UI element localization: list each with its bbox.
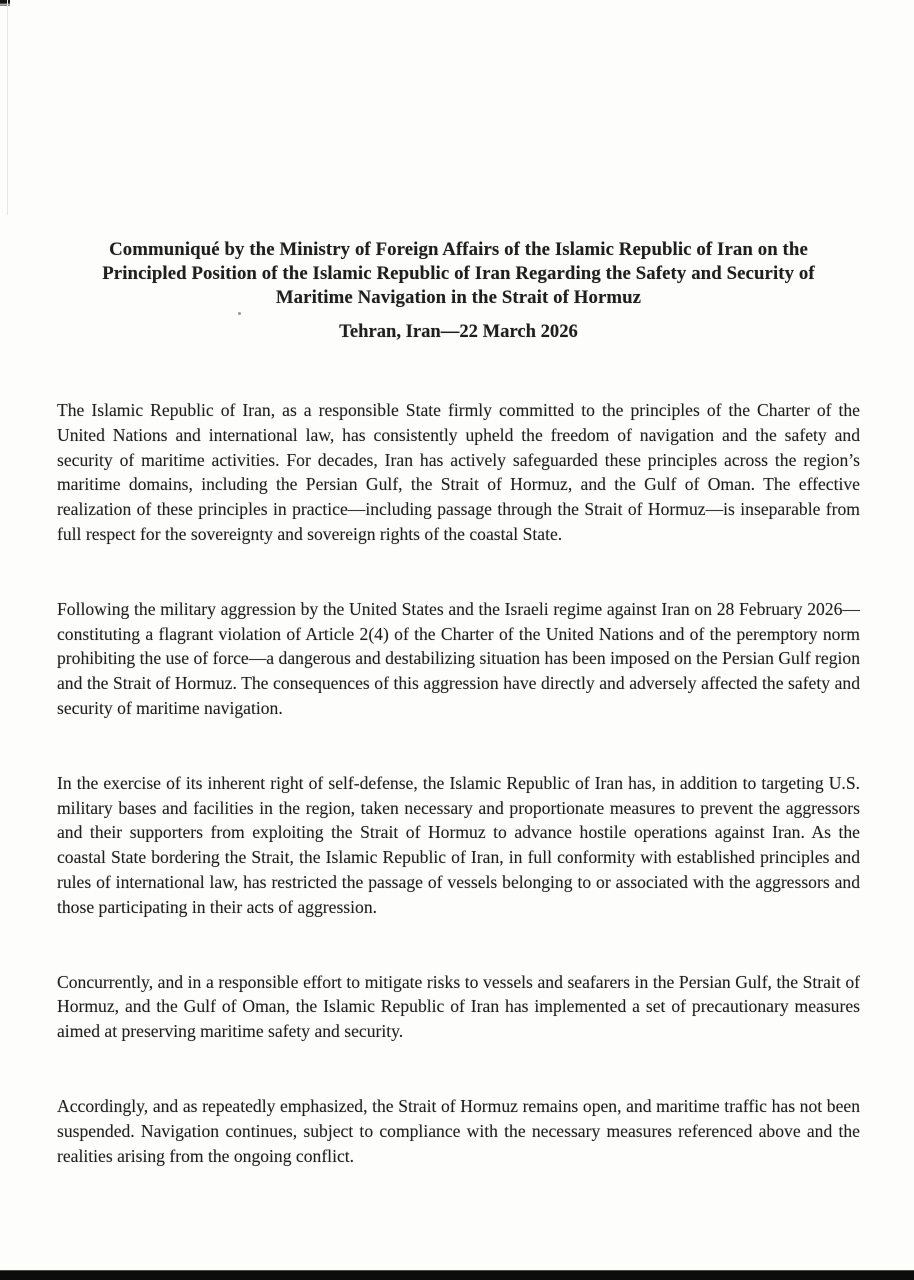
paragraph-1: The Islamic Republic of Iran, as a responsible State firmly committed to the principles of the Charter of the United Nations and international law, has consistently upheld the freedom of navigation and the safety and security of maritime activities. For decades, Iran has actively safeguarded these principles across the region’s maritime domains, including the Persian Gulf, the Strait of Hormuz, and the Gulf of Oman. The effective realization of these principles in practice—including passage through the Strait of Hormuz—is inseparable from full respect for the sovereignty and sovereign rights of the coastal State. bbox=[57, 400, 860, 544]
document-title bbox=[57, 238, 860, 310]
document-body bbox=[57, 398, 860, 1168]
dateline: Tehran, Iran—22 March 2026 bbox=[339, 321, 578, 342]
paragraph-4: Concurrently, and in a responsible effort to mitigate risks to vessels and seafarers in the Persian Gulf, the Strait of Hormuz, and the Gulf of Oman, the Islamic Republic of Iran has implemented a set of precautionary measures aimed at preserving maritime safety and security. bbox=[57, 971, 860, 1042]
document-content bbox=[57, 238, 860, 1168]
scan-edge-line bbox=[7, 0, 8, 215]
paragraph-5: Accordingly, and as repeatedly emphasized, the Strait of Hormuz remains open, and maritime traffic has not been suspended. Navigation continues, subject to compliance with the necessary measures referenced above and the realities arising from the ongoing conflict. bbox=[57, 1095, 860, 1166]
bottom-edge-bar bbox=[0, 1270, 914, 1280]
document-title-line-2: Principled Position of the Islamic Republic of Iran Regarding the Safety and Security of bbox=[102, 263, 815, 284]
scan-corner-artifact bbox=[0, 0, 10, 6]
document-title-line-3: Maritime Navigation in the Strait of Hormuz bbox=[275, 287, 642, 308]
document-title-line-1: Communiqué by the Ministry of Foreign Affairs of the Islamic Republic of Iran on the bbox=[109, 239, 808, 260]
paragraph-2: Following the military aggression by the United States and the Israeli regime against Iran on 28 February 2026—constituting a flagrant violation of Article 2(4) of the Charter of the United Nations and of the peremptory norm prohibiting the use of force—a dangerous and destabilizing situation has been imposed on the Persian Gulf region and the Strait of Hormuz. The consequences of this aggression have directly and adversely affected the safety and security of maritime navigation. bbox=[57, 598, 860, 718]
paragraph-3: In the exercise of its inherent right of self-defense, the Islamic Republic of Iran has, in addition to targeting U.S. military bases and facilities in the region, taken necessary and proportionate measures to prevent the aggressors and their supporters from exploiting the Strait of Hormuz to advance hostile operations against Iran. As the coastal State bordering the Strait, the Islamic Republic of Iran, in full conformity with established principles and rules of international law, has restricted the passage of vessels belonging to or associated with the aggressors and those participating in their acts of aggression. bbox=[57, 772, 860, 917]
